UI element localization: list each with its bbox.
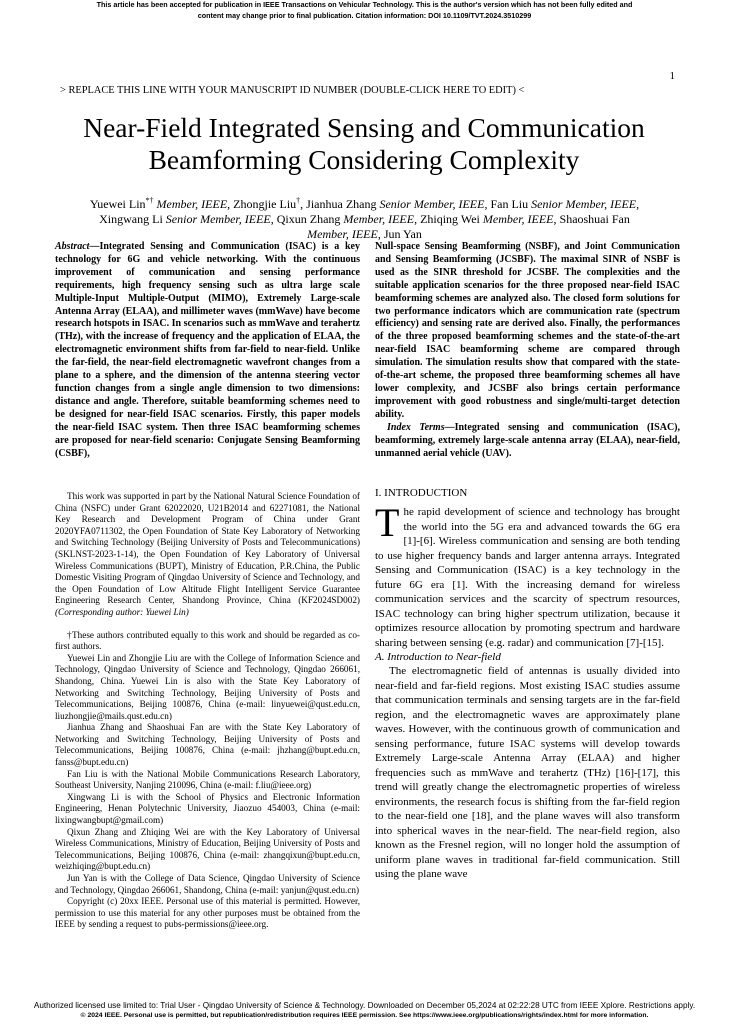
intro-body [375, 500, 680, 882]
paper-title [40, 112, 688, 176]
author-list [52, 193, 677, 242]
footnote-affil-1: Yuewei Lin and Zhongjie Liu are with the College of Information Science and Technology, Qingdao University of Science and Technology, Qingdao 266061, Shandong, China. Yuewei Lin is also with the State Key Laboratory of Networking and Switching Technology, Beijing University of Posts and Telecommunications, Beijing 100876, China (e-mail: linyuewei@qust.edu.cn, liuzhongjie@mails.qust.edu.cn) [55, 652, 360, 721]
index-terms [375, 422, 680, 461]
footnote-affil-2: Jianhua Zhang and Shaoshuai Fan are with the State Key Laboratory of Networking and Switching Technology, Beijing University of Posts and Telecommunications, Beijing 100876, China (e-mail: jhzhang@bupt.edu.cn, fanss@bupt.edu.cn) [55, 722, 360, 768]
page-number: 1 [669, 70, 675, 82]
title-line-1: Near-Field Integrated Sensing and Communication [83, 112, 645, 143]
notice-line-1: This article has been accepted for publication in IEEE Transactions on Vehicular Technology. This is the author's version which has not been fully edited and [96, 0, 633, 9]
author-affil: Member, IEEE [482, 212, 554, 226]
footnote-text: This work was supported in part by the National Natural Science Foundation of China (NSFC) under Grant 62022020, U21B2014 and 62271081, the National Key Research and Development Program of China under Grant 2020YFA0711302, the Open Foundation of State Key Laboratory of Networking and Switching Technology (Beijing University of Posts and Telecommunications) (SKLNST-2023-1-14), the Open Foundation of Key Laboratory of Universal Wireless Communications (BUPT), Ministry of Education, P.R.China, the Public Domestic Visiting Program of Qingdao University of Science and Technology, and the Open Foundation of Low Altitude Flight Intelligent Service Guarantee Engineering Research Center, Shandong Province, China (KF2024SD002) [55, 491, 360, 606]
authors-line-1 [52, 193, 677, 212]
author-affil: Member, IEEE [307, 227, 378, 241]
abstract-text-right: Null-space Sensing Beamforming (NSBF), and Joint Communication and Sensing Beamforming (JCSBF). The maximal SINR of NSBF is used as the SINR threshold for JCSBF. The complexities and the suitable application scenarios for the three proposed near-field ISAC beamforming schemes are analyzed also. The closed form solutions for two performance indicators which are communication rate (spectrum efficiency) and sensing rate are derived also. Finally, the performances of the three proposed beamforming schemes and the state-of-the-art near-field ISAC beamforming scheme are compared through simulation. The simulation results show that compared with the state-of-the-art scheme, the proposed three beamforming schemes all have lower complexity, and JCSBF also brings certain performance improvement with good robustness and single/multi-target detection ability. [375, 241, 680, 420]
footnote-affil-6: Jun Yan is with the College of Data Science, Qingdao University of Science and Technology, Qingdao 266061, Shandong, China (e-mail: yanjun@qust.edu.cn) [55, 873, 360, 895]
copyright-line: © 2024 IEEE. Personal use is permitted, but republication/redistribution requires IEEE permission. See https://www.ieee.org/publications/rights/index.html for more information. [80, 1012, 649, 1020]
introduction-section [375, 487, 680, 882]
intro-p1-text: he rapid development of science and technology has brought the world into the 5G era and advanced towards the 6G era [1]-[6]. Wireless communication and sensing are both tending to use higher frequency bands and larger antenna arrays. Integrated Sensing and Communication (ISAC) is a key technology in the future 6G era [1]. With the increasing demand for wireless communication services and the scarcity of spectrum resources, ISAC technology can bring higher spectrum utilization, because it optimizes resource allocation by promoting spectrum and hardware sharing between sensing (e.g. radar) and communication [7]-[15]. [375, 506, 680, 649]
license-footer [0, 1001, 729, 1022]
intro-paragraph-2: The electromagnetic field of antennas is usually divided into near-field and far-field regions. Most existing ISAC studies assume that communication terminals and sensing targets are in the far-field region, and the electromagnetic waves are approximately plane waves. However, with the continuous growth of communication and sensing performance, future ISAC systems will develop towards Extremely Large-scale Antenna Array (ELAA) and higher frequencies such as mmWave and terahertz (THz) [16]-[17], this trend will greatly change the electromagnetic properties of wireless environments, the research focus is shifting from the far-field region to the near-field one [18], and the plane waves will also transform into spherical waves in the near-field. The near-field region, also known as the Fresnel region, will no longer hold the assumption of uniform plane waves in traditional far-field communication. Still using the plane wave [375, 665, 680, 880]
footnote-affil-3: Fan Liu is with the National Mobile Communications Research Laboratory, Southeast University, Nanjing 210096, China (e-mail: f.liu@ieee.org) [55, 768, 360, 791]
author-name: Yuewei Lin [89, 197, 146, 211]
authors-line-3 [52, 227, 677, 242]
title-line-2: Beamforming Considering Complexity [148, 144, 580, 175]
abstract-label: Abstract [55, 241, 90, 252]
author-name: , Jun Yan [377, 227, 422, 241]
publication-notice [0, 0, 729, 21]
manuscript-header: > REPLACE THIS LINE WITH YOUR MANUSCRIPT ID NUMBER (DOUBLE-CLICK HERE TO EDIT) < [60, 85, 525, 96]
subsection-heading: A. Introduction to Near-field [375, 651, 501, 663]
corresponding-author: (Corresponding author: Yuewei Lin) [55, 606, 189, 617]
author-affil: Senior Member, IEEE [379, 197, 485, 211]
license-line: Authorized licensed use limited to: Trial User - Qingdao University of Science & Technology. Downloaded on December 05,2024 at 02:22:28 UTC from IEEE Xplore. Restrictions apply. [33, 1001, 696, 1010]
index-terms-label: Index Terms [387, 421, 445, 433]
author-affil: Senior Member, IEEE [165, 212, 271, 226]
author-affil: Member, IEEE [153, 197, 228, 211]
footnote-funding [55, 491, 360, 619]
authors-line-2 [52, 212, 677, 227]
author-name: Xingwang Li [99, 212, 166, 226]
author-affil: Member, IEEE [343, 212, 415, 226]
section-heading: I. INTRODUCTION [375, 487, 468, 499]
author-name: , Qixun Zhang [270, 212, 344, 226]
abstract-left [55, 241, 360, 460]
author-name: , Shaoshuai Fan [553, 212, 630, 226]
notice-line-2: content may change prior to final publication. Citation information: DOI 10.1109/TVT.2024.3510299 [197, 10, 532, 20]
abstract-right [375, 241, 680, 460]
author-mark: *† [145, 196, 154, 205]
index-terms-text: —Integrated sensing and communication (ISAC), beamforming, extremely large-scale antenna array (ELAA), near-field, unmanned aerial vehicle (UAV). [375, 421, 680, 459]
footnote-affil-5: Qixun Zhang and Zhiqing Wei are with the Key Laboratory of Universal Wireless Communications, Ministry of Education, Beijing University of Posts and Telecommunications, Beijing 100876, China (e-mail: zhangqixun@bupt.edu.cn, weizhiqing@bupt.edu.cn) [55, 826, 360, 872]
footnote-copyright: Copyright (c) 20xx IEEE. Personal use of this material is permitted. However, permission to use this material for any other purposes must be obtained from the IEEE by sending a request to pubs-permissions@ieee.org. [55, 896, 360, 930]
footnote-affil-4: Xingwang Li is with the School of Physics and Electronic Information Engineering, Henan Polytechnic University, Jiaozuo 454003, China (e-mail: lixingwangbupt@gmail.com) [55, 791, 360, 826]
footnotes [55, 491, 360, 931]
author-name: , Zhongjie Liu [227, 197, 297, 211]
author-mark: † [296, 196, 301, 205]
drop-cap: T [375, 500, 400, 545]
author-name: , Zhiqing Wei [414, 212, 483, 226]
abstract-text-left: —Integrated Sensing and Communication (ISAC) is a key technology for 6G and vehicle networking. With the continuous improvement of communication and sensing performance requirements, high frequency sensing such as ultra large scale Multiple-Input Multiple-Output (MIMO), Extremely Large-scale Antenna Array (ELAA), and millimeter waves (mmWave) have become research hotspots in ISAC. In scenarios such as mmWave and terahertz (THz), with the increase of frequency and the application of ELAA, the electromagnetic environment shifts from far-field to near-field. Unlike the far-field, the near-field electromagnetic wavefront changes from a plane to a sphere, and the dimension of the antenna steering vector function changes from a single angle dimension to two dimensions: distance and angle. Therefore, suitable beamforming schemes need to be designed for near-field ISAC scenarios. Firstly, this paper models the near-field ISAC system. Then three ISAC beamforming schemes are proposed for near-field scenario: Conjugate Sensing Beamforming (CSBF), [55, 241, 360, 459]
author-affil: Senior Member, IEEE, [531, 197, 640, 211]
intro-paragraph-1 [375, 500, 680, 650]
author-name: , Jianhua Zhang [300, 197, 380, 211]
author-name: , Fan Liu [484, 197, 532, 211]
footnote-cofirst: †These authors contributed equally to this work and should be regarded as co-first authors. [55, 629, 360, 652]
